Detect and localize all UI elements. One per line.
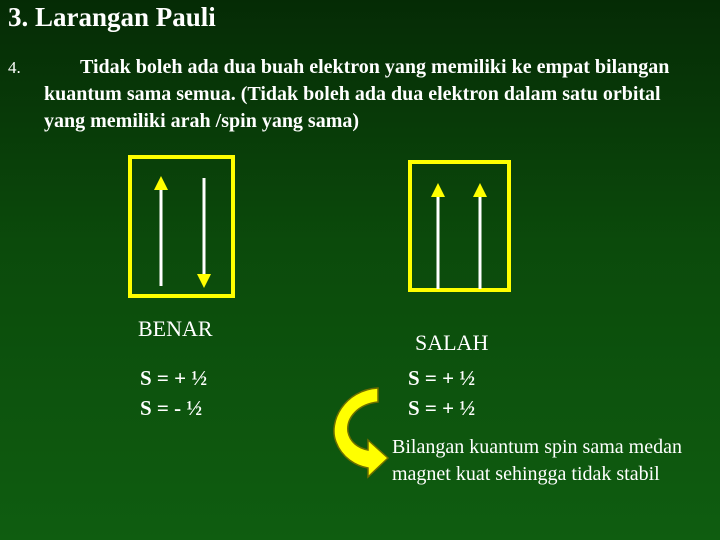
spin-value-salah-1: S = + ½: [408, 366, 476, 390]
arrow-down-icon: [196, 178, 212, 288]
orbital-box-benar: [128, 155, 235, 298]
curved-arrow-icon: [330, 382, 390, 482]
label-salah: SALAH: [415, 330, 489, 355]
slide-title: 3. Larangan Pauli: [8, 2, 216, 32]
arrow-up-icon: [472, 183, 488, 289]
arrow-up-icon: [153, 176, 169, 288]
spin-value-benar-1: S = + ½: [140, 366, 208, 390]
label-benar: BENAR: [138, 316, 213, 341]
orbital-box-salah: [408, 160, 511, 292]
spin-value-benar-2: S = - ½: [140, 396, 203, 420]
body-text: Tidak boleh ada dua buah elektron yang memiliki ke empat bilangan kuantum sama semua. (Tidak boleh ada dua elektron dalam satu orbital yang memiliki arah /spin yang sama): [44, 56, 670, 132]
spin-value-salah-2: S = + ½: [408, 396, 476, 420]
item-number: 4.: [8, 58, 21, 77]
arrow-up-icon: [430, 183, 446, 289]
explanation-text: Bilangan kuantum spin sama medan magnet kuat sehingga tidak stabil: [392, 436, 682, 485]
